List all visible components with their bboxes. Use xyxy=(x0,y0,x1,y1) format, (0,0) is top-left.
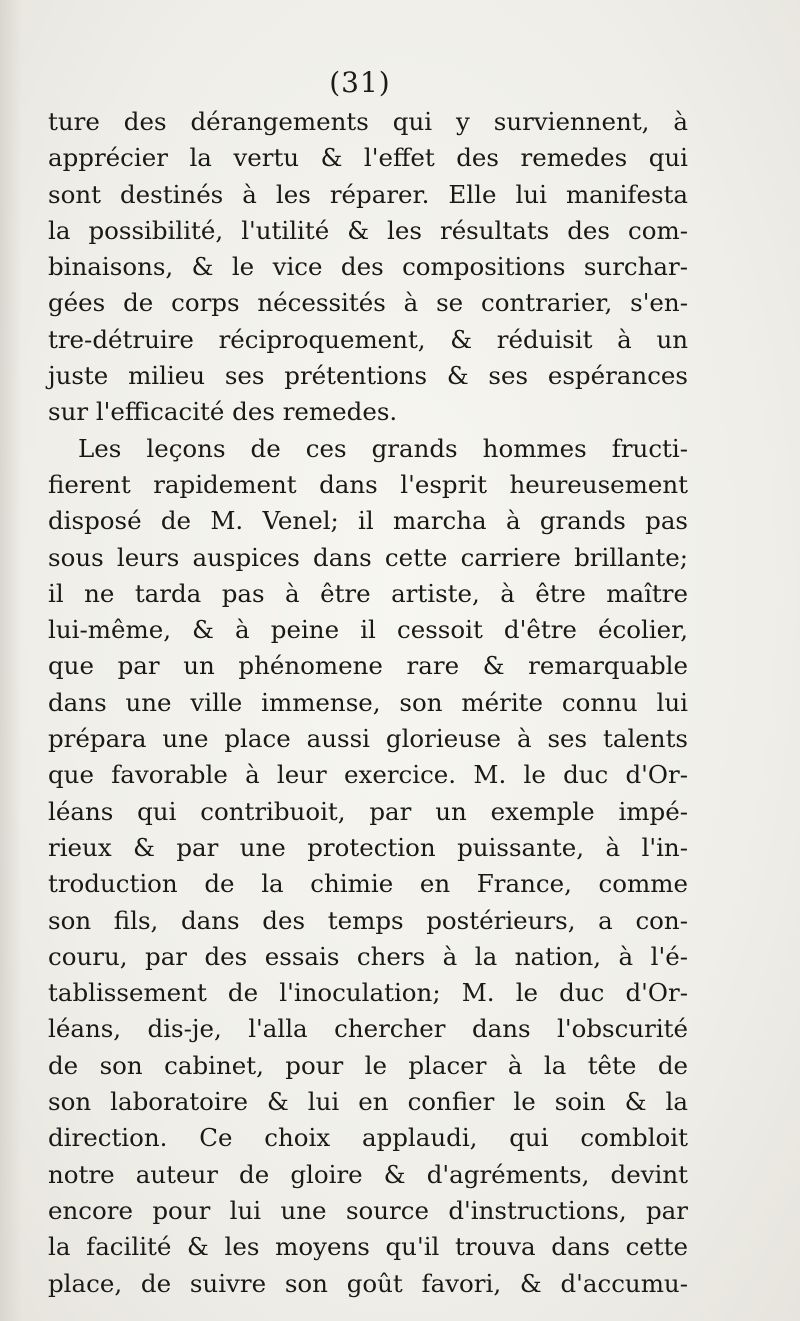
text-line: disposé de M. Venel; il marcha à grands pas xyxy=(48,506,688,536)
paragraph-start-line: Les leçons de ces grands hommes fructi- xyxy=(78,433,688,463)
text-line: lui-même, & à peine il cessoit d'être écolier, xyxy=(48,615,688,645)
text-line: léans qui contribuoit, par un exemple impé- xyxy=(48,796,688,826)
text-line: la facilité & les moyens qu'il trouva dans cette xyxy=(48,1232,688,1262)
text-line: il ne tarda pas à être artiste, à être maître xyxy=(48,578,688,608)
text-line: tablissement de l'inoculation; M. le duc d'Or- xyxy=(48,978,688,1008)
text-line: ture des dérangements qui y surviennent, à xyxy=(48,107,688,136)
text-line: que favorable à leur exercice. M. le duc d'Or- xyxy=(48,760,688,790)
text-line: couru, par des essais chers à la nation, à l'é- xyxy=(48,941,688,971)
text-line: apprécier la vertu & l'effet des remedes qui xyxy=(48,143,688,173)
text-line: juste milieu ses prétentions & ses espérances xyxy=(48,361,688,391)
text-line: sont destinés à les réparer. Elle lui manifesta xyxy=(48,179,688,209)
text-line: direction. Ce choix applaudi, qui combloit xyxy=(48,1123,688,1153)
text-line: place, de suivre son goût favori, & d'accumu- xyxy=(48,1268,688,1298)
text-line: troduction de la chimie en France, comme xyxy=(48,869,688,899)
text-line: la possibilité, l'utilité & les résultats des com- xyxy=(48,215,688,245)
text-line: son fils, dans des temps postérieurs, a con- xyxy=(48,905,688,935)
text-line: prépara une place aussi glorieuse à ses talents xyxy=(48,724,688,754)
text-line: tre-détruire réciproquement, & réduisit à un xyxy=(48,324,688,354)
text-line: fierent rapidement dans l'esprit heureusement xyxy=(48,469,688,499)
text-line: encore pour lui une source d'instructions, par xyxy=(48,1195,688,1225)
body-text xyxy=(48,104,688,1302)
page-number: (31) xyxy=(329,66,391,99)
text-line: son laboratoire & lui en confier le soin & la xyxy=(48,1087,688,1117)
text-line: que par un phénomene rare & remarquable xyxy=(48,651,688,681)
text-line: dans une ville immense, son mérite connu lui xyxy=(48,687,688,717)
text-line: léans, dis-je, l'alla chercher dans l'obscurité xyxy=(48,1014,688,1044)
text-line: notre auteur de gloire & d'agréments, devint xyxy=(48,1159,688,1189)
text-line: sous leurs auspices dans cette carriere brillante; xyxy=(48,542,688,572)
text-line: rieux & par une protection puissante, à l'in- xyxy=(48,832,688,862)
text-line: sur l'efficacité des remedes. xyxy=(48,397,398,427)
text-line: binaisons, & le vice des compositions surchar- xyxy=(48,252,688,282)
page-edge-shadow xyxy=(0,0,22,1321)
text-line: gées de corps nécessités à se contrarier, s'en- xyxy=(48,288,688,318)
text-line: de son cabinet, pour le placer à la tête de xyxy=(48,1050,688,1080)
